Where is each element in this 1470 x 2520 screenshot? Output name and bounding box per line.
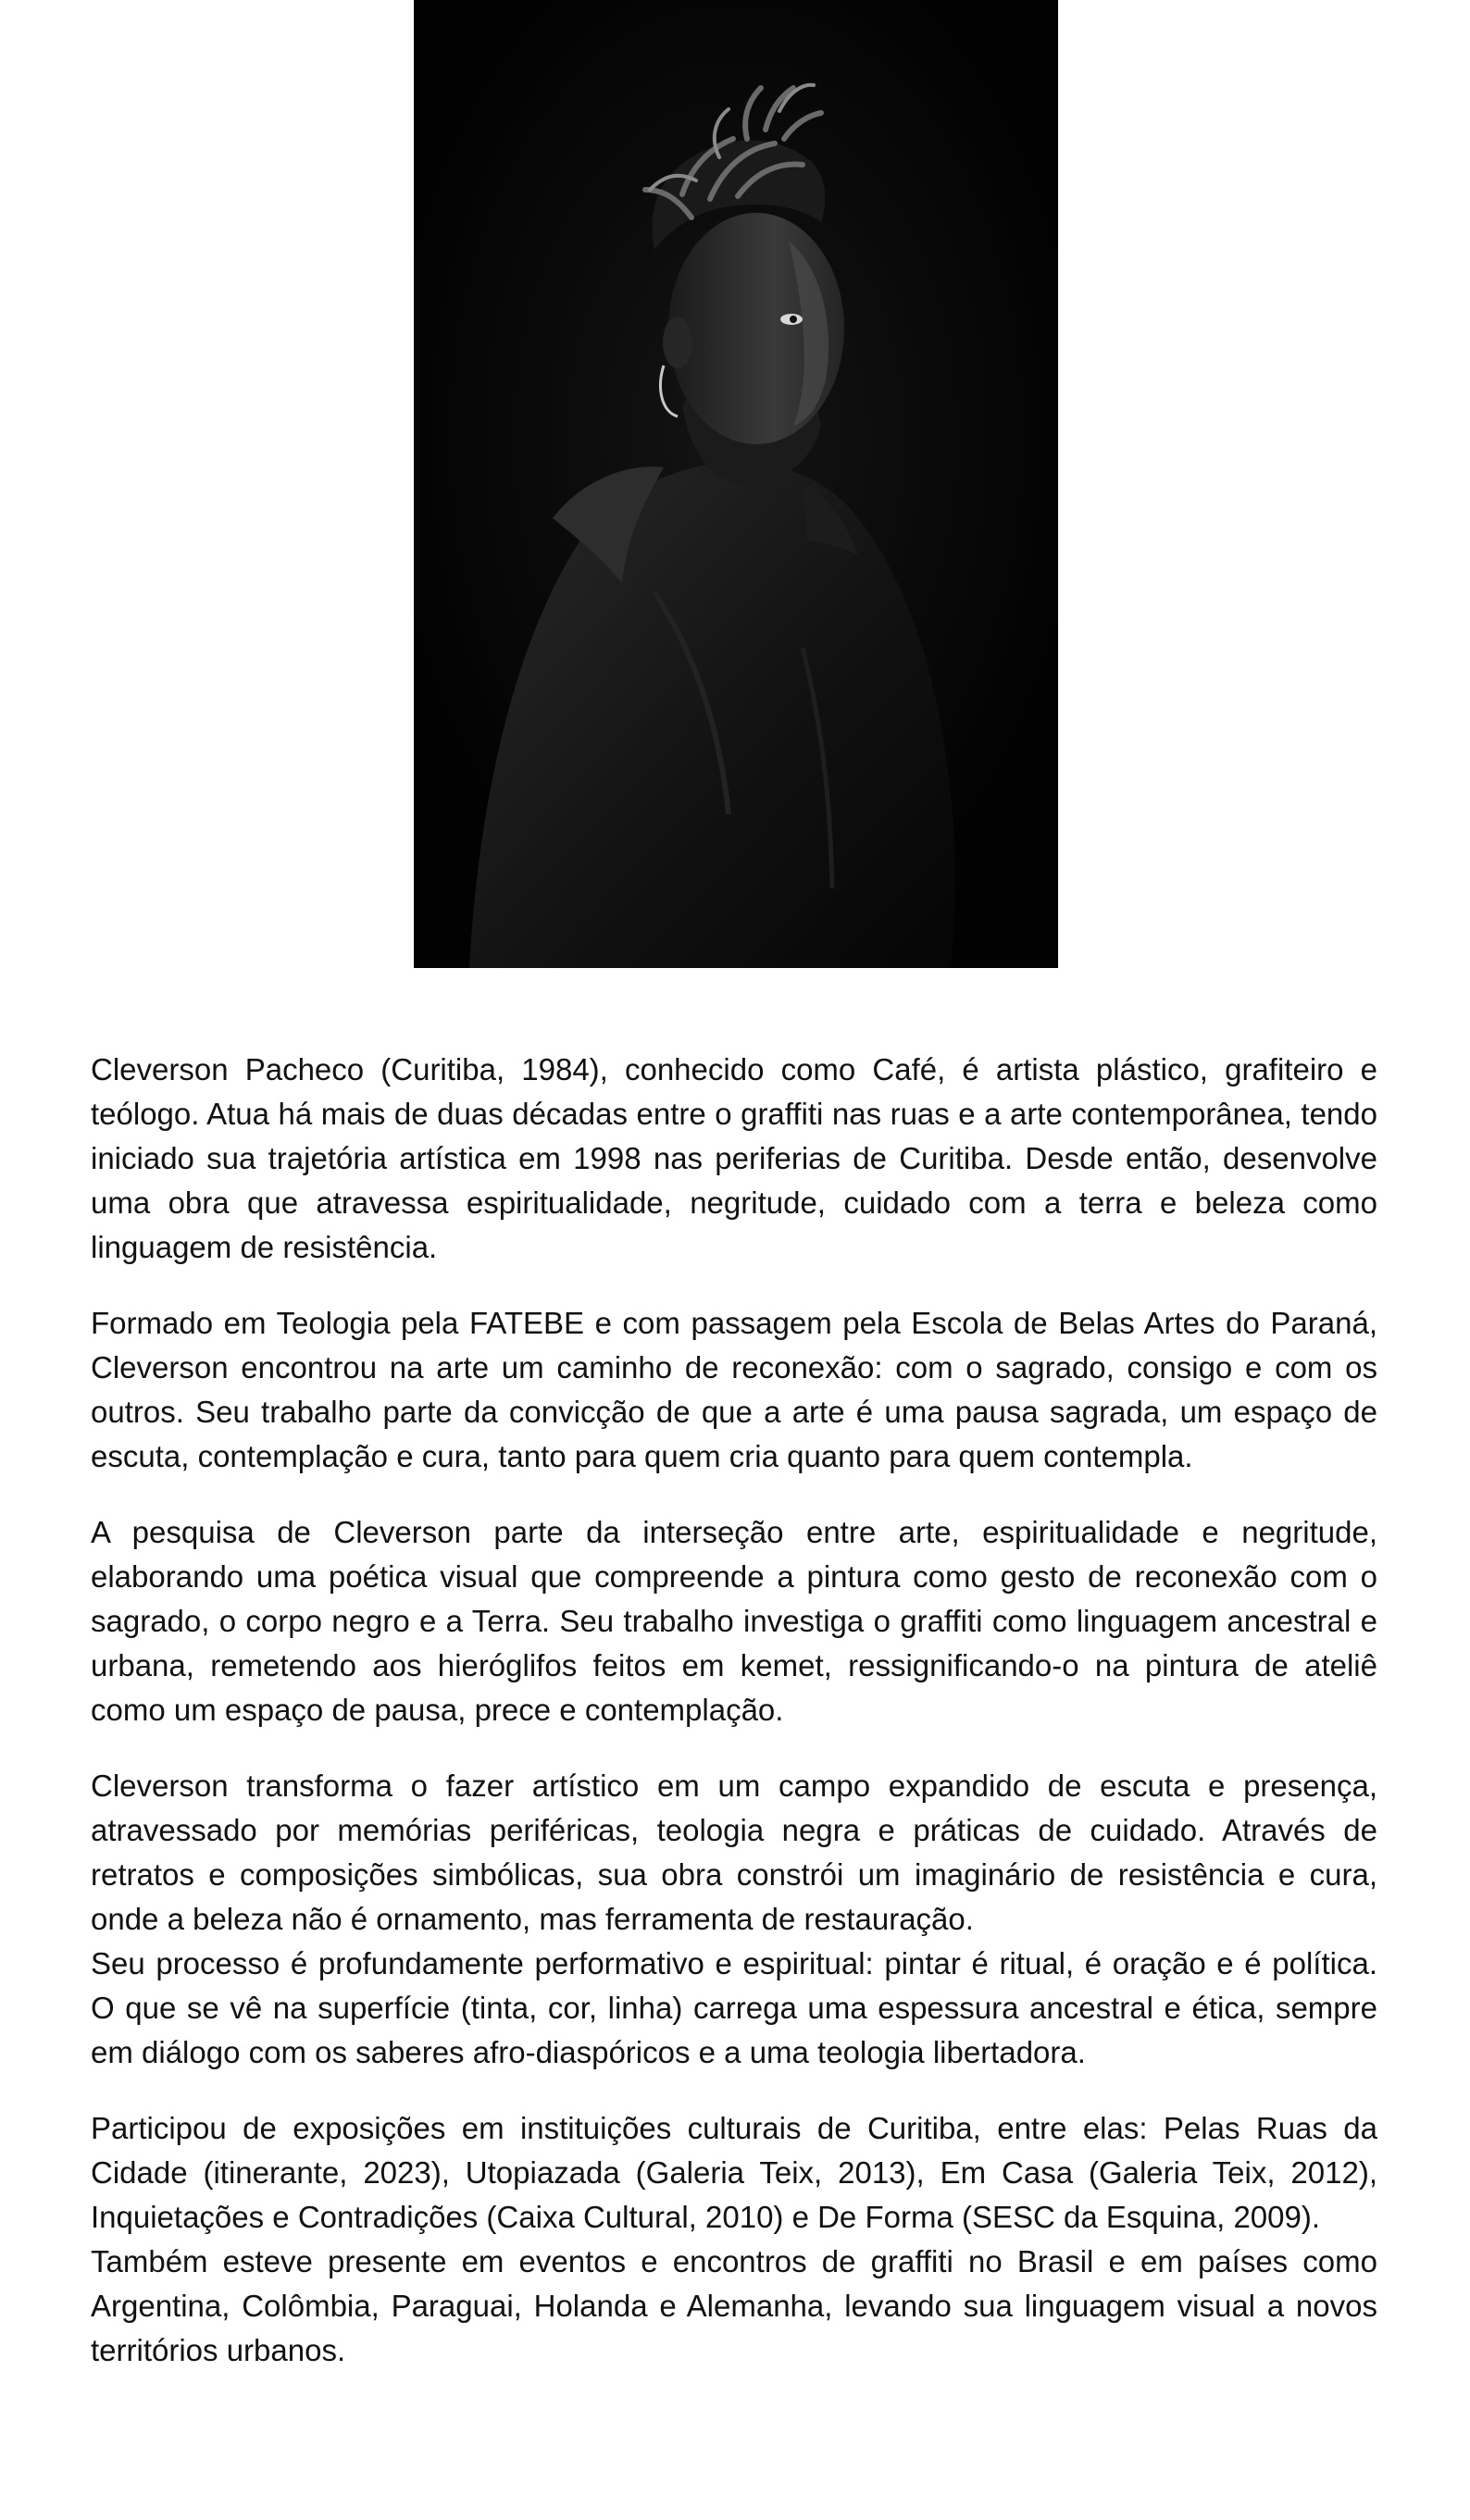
- bio-paragraph-process: Seu processo é profundamente performativo e espiritual: pintar é ritual, é oração e é política. O que se vê na superfície (tinta, cor, linha) carrega uma espessura ancestral e ética, sempre em diálogo com os saberes afro-diaspóricos e a uma teologia libertadora.: [91, 1946, 1377, 2069]
- bio-paragraph-education: Formado em Teologia pela FATEBE e com passagem pela Escola de Belas Artes do Paraná, Cleverson encontrou na arte um caminho de reconexão: com o sagrado, consigo e com os outros. Seu trabalho parte da convicção de que a arte é uma pausa sagrada, um espaço de escuta, contemplação e cura, tanto para quem cria quanto para quem contempla.: [91, 1306, 1377, 1473]
- bio-paragraph-intro: Cleverson Pacheco (Curitiba, 1984), conhecido como Café, é artista plástico, grafiteiro e teólogo. Atua há mais de duas décadas entre o graffiti nas ruas e a arte contemporânea, tendo iniciado sua trajetória artística em 1998 nas periferias de Curitiba. Desde então, desenvolve uma obra que atravessa espiritualidade, negritude, cuidado com a terra e beleza como linguagem de resistência.: [91, 1052, 1377, 1264]
- person-portrait-icon: [414, 0, 1058, 968]
- portrait-photo: [414, 0, 1058, 968]
- bio-paragraph-events: Também esteve presente em eventos e encontros de graffiti no Brasil e em países como Argentina, Colômbia, Paraguai, Holanda e Alemanha, levando sua linguagem visual a novos territórios urbanos.: [91, 2244, 1377, 2367]
- biography-text: [91, 1048, 1377, 2404]
- bio-paragraph-exhibitions: Participou de exposições em instituições culturais de Curitiba, entre elas: Pelas Ruas da Cidade (itinerante, 2023), Utopiazada (Galeria Teix, 2013), Em Casa (Galeria Teix, 2012), Inquietações e Contradições (Caixa Cultural, 2010) e De Forma (SESC da Esquina, 2009).: [91, 2111, 1377, 2234]
- bio-paragraph-research: A pesquisa de Cleverson parte da interseção entre arte, espiritualidade e negritude, elaborando uma poética visual que compreende a pintura como gesto de reconexão com o sagrado, o corpo negro e a Terra. Seu trabalho investiga o graffiti como linguagem ancestral e urbana, remetendo aos hieróglifos feitos em kemet, ressignificando-o na pintura de ateliê como um espaço de pausa, prece e contemplação.: [91, 1515, 1377, 1727]
- bio-paragraph-practice: Cleverson transforma o fazer artístico em um campo expandido de escuta e presença, atravessado por memórias periféricas, teologia negra e práticas de cuidado. Através de retratos e composições simbólicas, sua obra constrói um imaginário de resistência e cura, onde a beleza não é ornamento, mas ferramenta de restauração.: [91, 1769, 1377, 1936]
